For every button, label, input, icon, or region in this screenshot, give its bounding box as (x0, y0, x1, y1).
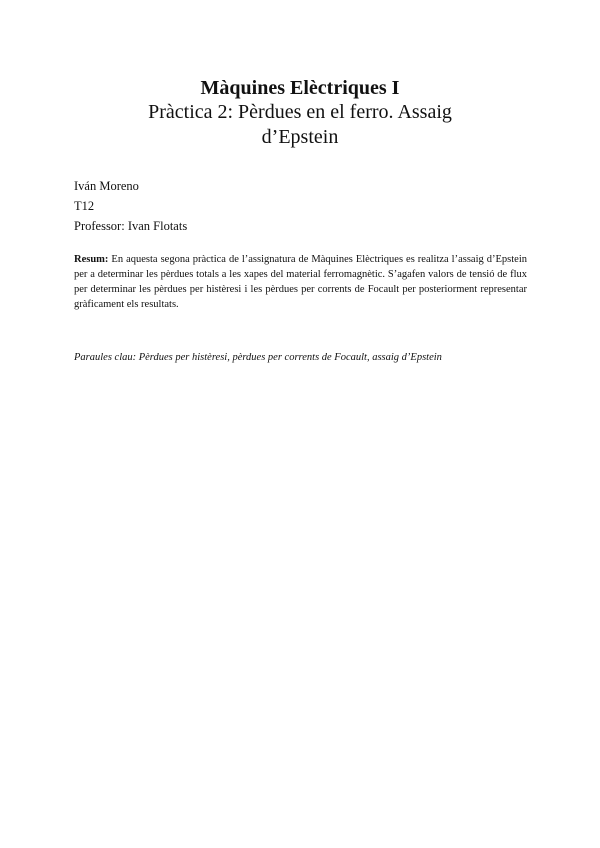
keywords-line: Paraules clau: Pèrdues per histèresi, pèrdues per corrents de Focault, assaig d’Epstein (74, 352, 442, 363)
practice-title-line-2: d’Epstein (261, 126, 339, 148)
practice-title-line-1: Pràctica 2: Pèrdues en el ferro. Assaig (148, 101, 452, 123)
author-name: Iván Moreno (74, 179, 139, 193)
title-block (60, 76, 540, 150)
abstract-text: En aquesta segona pràctica de l’assignatura de Màquines Elèctriques es realitza l’assaig d’Epstein per a determinar les pèrdues totals a les xapes del material ferromagnètic. S’agafen valors de tensió de flux per determinar les pèrdues per histèresi i les pèrdues per corrents de Focault per posteriorment representar gràficament els resultats. (74, 254, 527, 310)
abstract-paragraph (74, 252, 527, 312)
group-code: T12 (74, 199, 95, 213)
author-block (74, 176, 187, 236)
abstract-label: Resum: (74, 254, 109, 265)
course-title: Màquines Elèctriques I (200, 77, 400, 99)
professor-name: Professor: Ivan Flotats (74, 219, 188, 233)
